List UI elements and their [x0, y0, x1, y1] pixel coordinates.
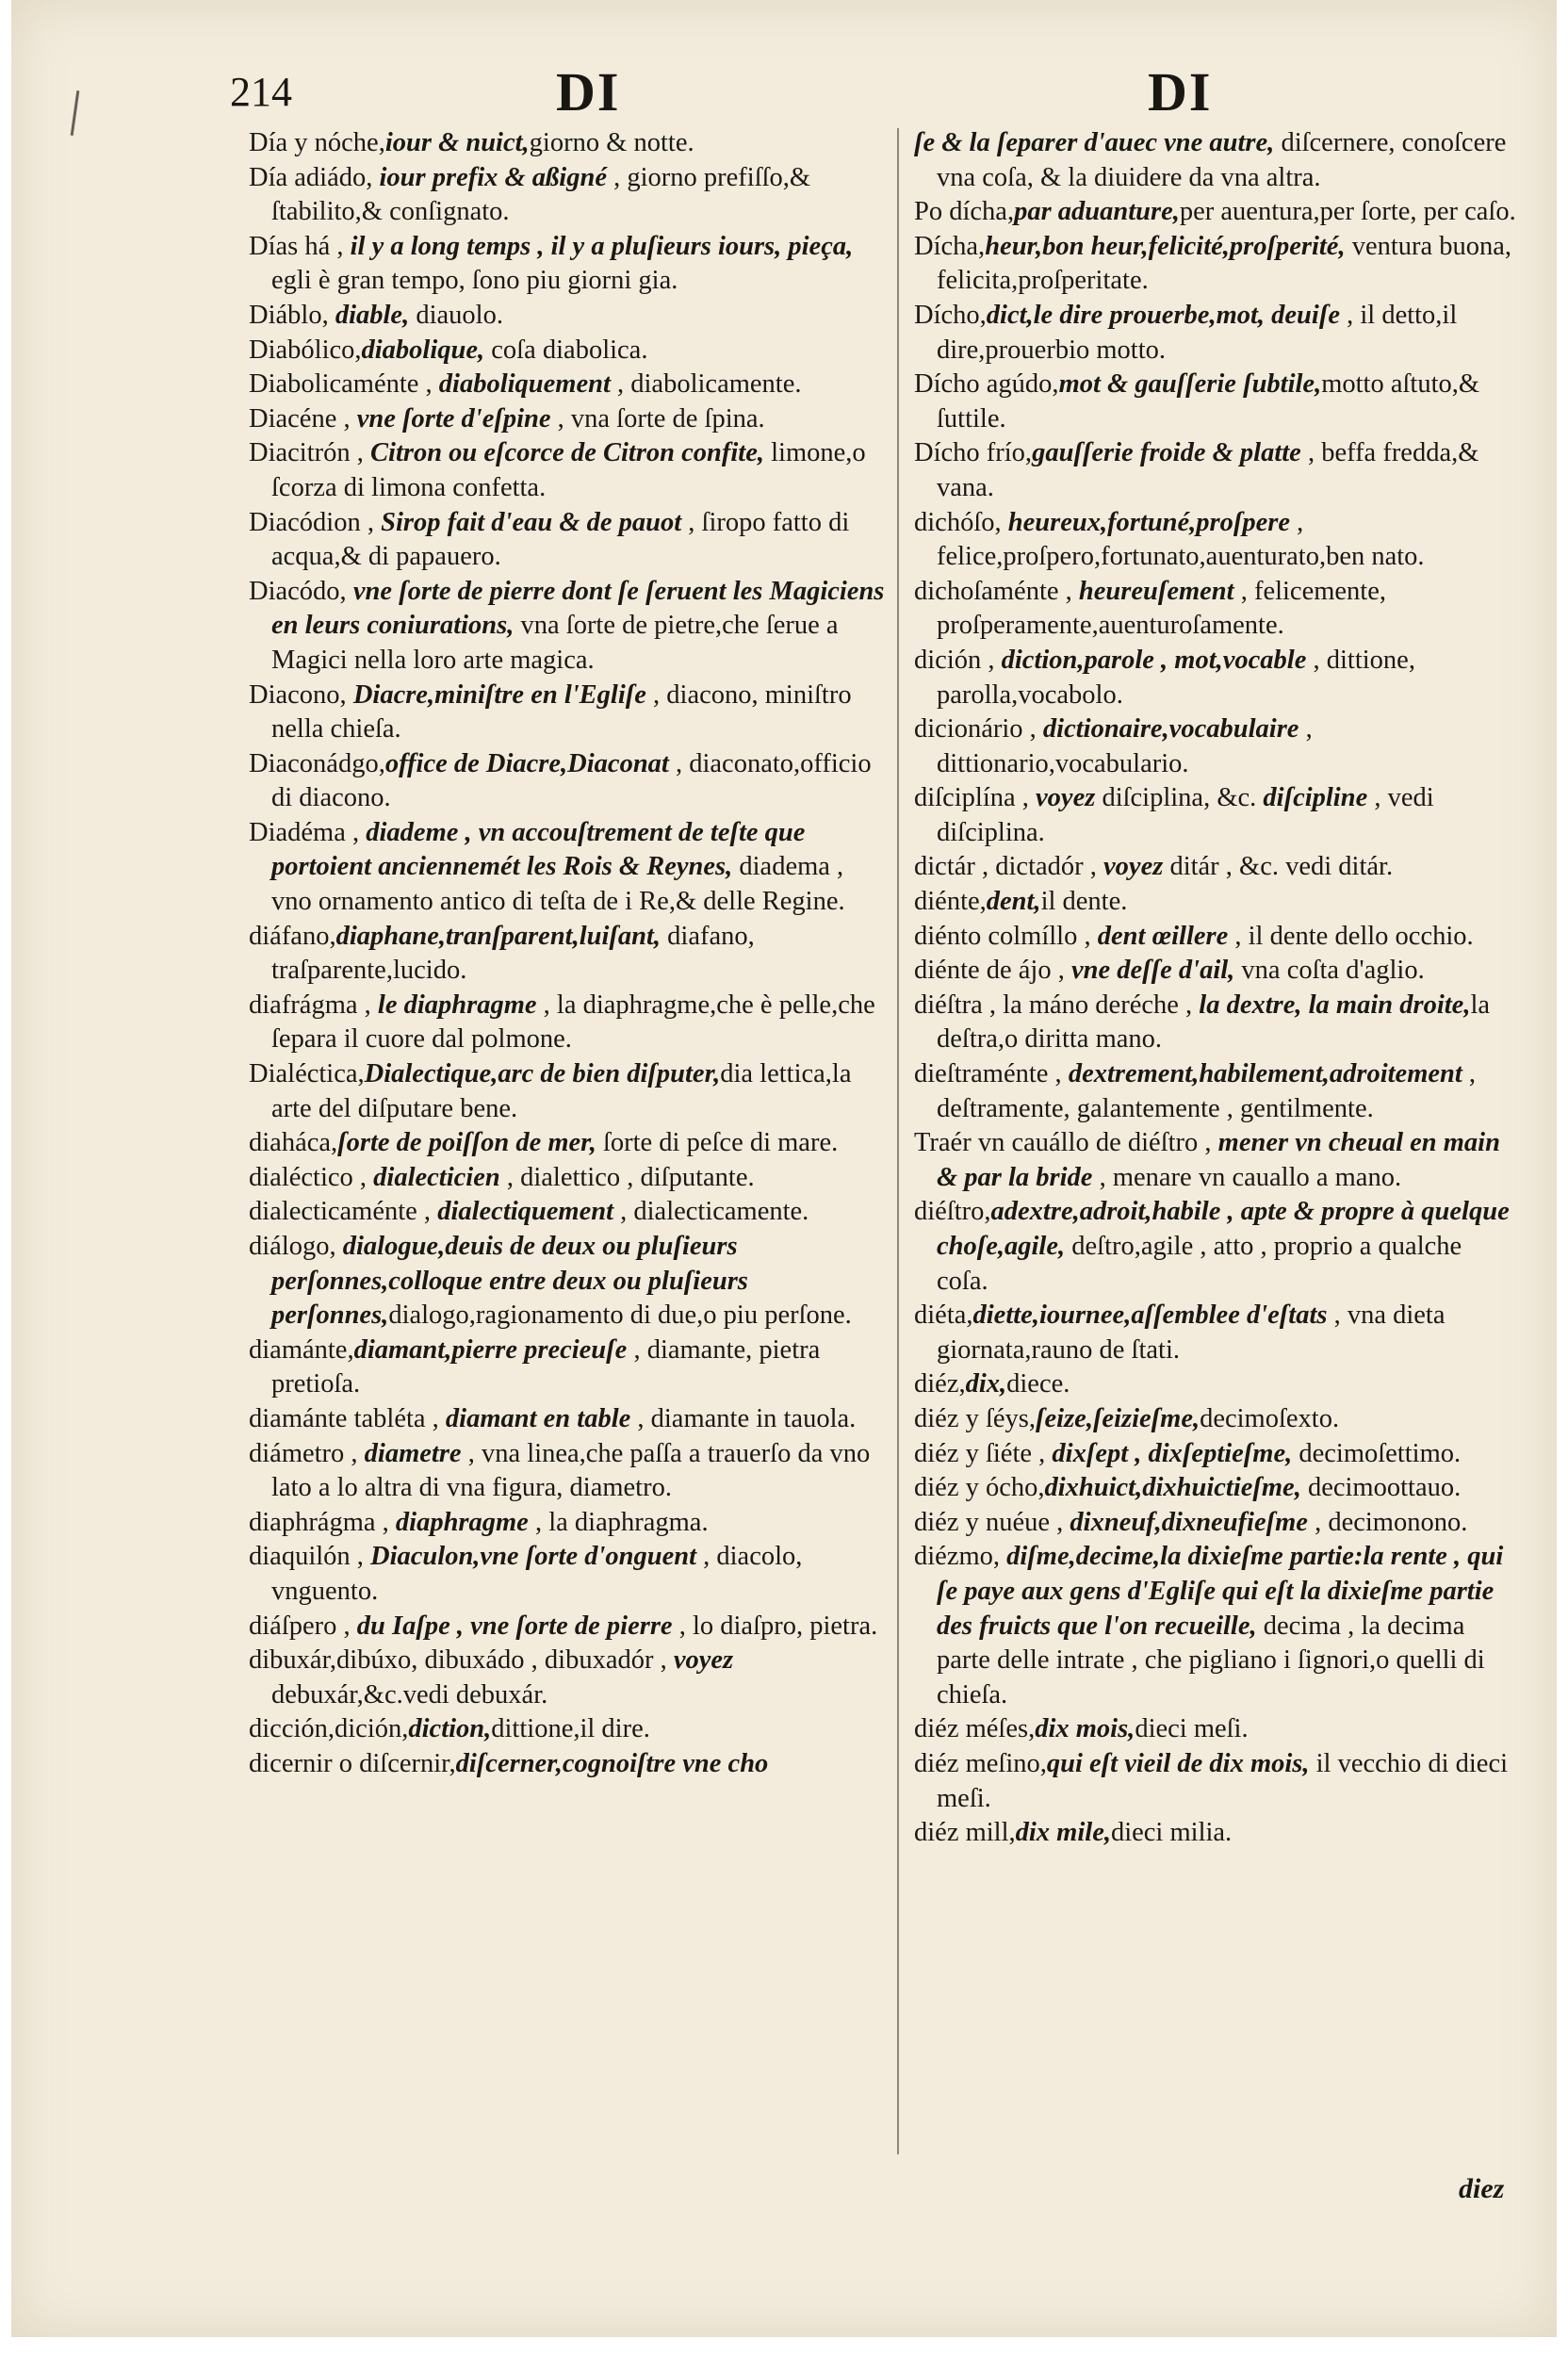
entry-headword: dichoſaménte ,	[914, 576, 1079, 606]
entry-french: diſme,decime,la dixieſme partie:la rente , qui ſe paye aux gens d'Egliſe qui eſt la dixieſme partie des fruicts que l'on recueille,	[937, 1542, 1504, 1641]
entry-headword: dicernir o diſcernir,	[249, 1748, 456, 1778]
entry-italian: , vedi diſciplina.	[937, 783, 1434, 847]
entry-french: diction,parole , mot,vocable	[1001, 645, 1307, 675]
entry-italian: , il detto,il dire,prouerbio motto.	[937, 300, 1458, 365]
entry-italian: diauolo.	[409, 300, 503, 330]
entry-french: Citron ou eſcorce de Citron confite,	[370, 438, 764, 468]
running-head-right: DI	[1148, 61, 1213, 123]
entry-headword: Dícho agúdo,	[914, 369, 1059, 400]
dictionary-entry	[914, 126, 1517, 195]
entry-italian: , felicemente, proſperamente,auenturoſamente.	[937, 576, 1386, 641]
entry-headword: diamánte tabléta ,	[249, 1403, 446, 1433]
entry-french: iour & nuict,	[384, 128, 530, 157]
dictionary-entry	[249, 1402, 890, 1437]
dictionary-entry	[914, 506, 1517, 575]
entry-french: par aduanture,	[1014, 197, 1180, 227]
entry-headword: dicción,dición,	[249, 1714, 409, 1744]
dictionary-entry	[914, 1195, 1517, 1299]
entry-headword: dialecticaménte ,	[249, 1197, 438, 1227]
entry-headword: Diacono,	[249, 679, 353, 710]
entry-headword: diaphrágma ,	[249, 1507, 396, 1537]
dictionary-entry	[249, 1437, 890, 1506]
dictionary-entry	[914, 1712, 1517, 1747]
entry-french: dixſept , dixſeptieſme,	[1052, 1438, 1293, 1468]
right-column	[914, 126, 1517, 1851]
entry-french: du Iaſpe , vne ſorte de pierre	[356, 1611, 673, 1641]
entry-headword: diénte,	[914, 887, 987, 917]
entry-headword: Traér vn cauállo de diéſtro ,	[914, 1128, 1218, 1158]
entry-headword: Diaconádgo,	[249, 748, 385, 778]
entry-headword: Día adiádo,	[249, 162, 380, 192]
entry-french: vne ſorte de pierre dont ſe ſeruent les Magiciens en leurs coniurations,	[271, 576, 885, 641]
entry-french: diademe , vn accouſtrement de teſte que portoient anciennemét les Rois & Reynes,	[271, 817, 806, 882]
dictionary-entry	[249, 402, 890, 437]
entry-italian: debuxár,&c.vedi debuxár.	[271, 1679, 548, 1710]
dictionary-entry	[914, 230, 1517, 299]
entry-italian: per auentura,per ſorte, per caſo.	[1179, 197, 1516, 227]
entry-french: Diaculon,vne ſorte d'onguent	[370, 1542, 697, 1572]
entry-italian: diece.	[1006, 1369, 1070, 1399]
entry-italian: , felice,proſpero,fortunato,auenturato,ben nato.	[937, 507, 1425, 572]
entry-french: dialogue,deuis de deux ou pluſieurs perſonnes,colloque entre deux ou pluſieurs perſonnes,	[271, 1232, 748, 1331]
entry-french: mener vn cheual en main & par la bride	[937, 1128, 1500, 1192]
entry-french: dent,	[986, 887, 1041, 917]
running-head-left: DI	[556, 61, 621, 123]
dictionary-entry	[914, 575, 1517, 644]
entry-italian: motto aſtuto,& ſuttile.	[937, 369, 1480, 434]
entry-french: diametre	[364, 1438, 462, 1468]
page-number: 214	[230, 69, 292, 115]
dictionary-entry	[914, 1367, 1517, 1402]
entry-french: dextrement,habilement,adroitement	[1068, 1059, 1462, 1089]
dictionary-entry	[249, 1747, 890, 1782]
entry-italian: decima , la decima parte delle intrate , che pigliano i ſignori,o quelli di chieſa.	[937, 1611, 1485, 1710]
entry-italian: diafano, traſparente,lucido.	[271, 921, 755, 986]
entry-french: heureuſement	[1078, 576, 1234, 606]
entry-french: dixhuict,dixhuictieſme,	[1044, 1473, 1301, 1503]
entry-italian: , lo diaſpro, pietra.	[672, 1611, 878, 1641]
entry-headword: diámetro ,	[249, 1438, 365, 1468]
entry-italian: , dittionario,vocabulario.	[937, 714, 1313, 778]
entry-french: mot & gauſſerie ſubtile,	[1058, 369, 1322, 400]
entry-french: diette,iournee,aſſemblee d'eſtats	[972, 1301, 1328, 1331]
entry-headword: Diacódion ,	[249, 507, 382, 537]
entry-french: vne deſſe d'ail,	[1070, 956, 1235, 986]
dictionary-entry	[249, 816, 890, 920]
entry-french: diaboliquement	[438, 369, 611, 400]
entry-french: il y a long temps , il y a pluſieurs iours, pieça,	[350, 231, 854, 261]
entry-headword: diéz y nuéue ,	[914, 1507, 1070, 1537]
entry-french: dict,le dire prouerbe,mot, deuiſe	[986, 300, 1340, 330]
entry-italian: il vecchio di dieci meſi.	[937, 1748, 1509, 1813]
dictionary-entry	[914, 1540, 1517, 1712]
entry-headword: diáfano,	[249, 921, 336, 951]
entry-italian: dieci meſi.	[1135, 1714, 1249, 1744]
dictionary-entry	[914, 644, 1517, 712]
entry-italian: diſciplina, &c.	[1095, 783, 1264, 813]
entry-italian: ditár , &c. vedi ditár.	[1163, 852, 1394, 882]
entry-headword: diéz,	[914, 1369, 966, 1399]
entry-headword: diafrágma ,	[249, 990, 378, 1020]
dictionary-entry	[249, 506, 890, 575]
entry-italian: , vna linea,che paſſa a trauerſo da vno lato a lo altra di vna figura, diametro.	[271, 1438, 871, 1503]
dictionary-entry	[914, 436, 1517, 505]
dictionary-entry	[914, 1299, 1517, 1367]
dictionary-entry	[249, 575, 890, 679]
dictionary-entry	[914, 1747, 1517, 1816]
dictionary-entry	[914, 1437, 1517, 1472]
entry-italian: dittione,il dire.	[491, 1714, 650, 1744]
dictionary-entry	[249, 1610, 890, 1644]
entry-french: dialectiquement	[437, 1197, 613, 1227]
entry-italian: coſa diabolica.	[484, 335, 648, 365]
entry-headword: diálogo,	[249, 1232, 343, 1261]
entry-french: voyez	[1036, 783, 1096, 813]
entry-italian: , diacono, miniſtro nella chieſa.	[271, 679, 852, 744]
dictionary-entry	[914, 368, 1517, 436]
entry-french: dent œillere	[1097, 921, 1229, 951]
entry-headword: Diacitrón ,	[249, 438, 371, 468]
entry-headword: dicionário ,	[914, 714, 1043, 744]
entry-italian: , diamante, pietra pretioſa.	[271, 1334, 821, 1399]
entry-french: vne ſorte d'eſpine	[356, 403, 551, 434]
dictionary-entry	[914, 1126, 1517, 1195]
entry-headword: Diabolicaménte ,	[249, 369, 439, 400]
entry-french: voyez	[1103, 852, 1164, 882]
entry-headword: diénte de ájo ,	[914, 956, 1071, 986]
entry-italian: , vna dieta giornata,rauno de ſtati.	[937, 1301, 1446, 1365]
dictionary-entry	[249, 1161, 890, 1196]
dictionary-entry	[249, 989, 890, 1057]
entry-italian: , diacolo, vnguento.	[271, 1542, 803, 1606]
entry-italian: , giorno prefiſſo,& ſtabilito,& conſignato.	[271, 162, 811, 227]
dictionary-entry	[249, 299, 890, 334]
entry-headword: diéz y ócho,	[914, 1473, 1045, 1503]
entry-headword: diáſpero ,	[249, 1611, 357, 1641]
column-rule	[897, 128, 899, 2154]
entry-headword: Diacéne ,	[249, 403, 357, 434]
dictionary-entry	[249, 1126, 890, 1161]
entry-italian: vna coſta d'aglio.	[1234, 956, 1425, 986]
entry-headword: diézmo,	[914, 1542, 1007, 1572]
entry-italian: , ſiropo fatto di acqua,& di papauero.	[271, 507, 850, 572]
entry-french: diable,	[335, 300, 410, 330]
entry-headword: Dícho frío,	[914, 438, 1033, 468]
dictionary-entry	[914, 920, 1517, 955]
dictionary-entry	[914, 712, 1517, 781]
entry-french: dix mile,	[1015, 1818, 1111, 1848]
entry-italian: , diamante in tauola.	[630, 1403, 857, 1433]
entry-french: diaphane,tranſparent,luiſant,	[335, 921, 662, 951]
entry-italian: diſcernere, conoſcere vna coſa, & la diuidere da vna altra.	[937, 128, 1507, 192]
entry-headword: Dícho,	[914, 300, 987, 330]
dictionary-entry	[249, 747, 890, 816]
entry-italian: il dente.	[1040, 887, 1128, 917]
dictionary-entry	[914, 1816, 1517, 1851]
entry-italian: , il dente dello occhio.	[1228, 921, 1474, 951]
dictionary-entry	[914, 989, 1517, 1057]
entry-italian: decimoſettimo.	[1292, 1438, 1462, 1468]
entry-french: dix mois,	[1035, 1714, 1135, 1744]
entry-french: gauſſerie froide & platte	[1032, 438, 1301, 468]
entry-headword: diéz méſes,	[914, 1714, 1036, 1744]
entry-french: diamant en table	[445, 1403, 631, 1433]
entry-italian: decimoottauo.	[1300, 1473, 1462, 1503]
dictionary-entry	[914, 885, 1517, 920]
entry-headword: Diadéma ,	[249, 817, 367, 847]
margin-mark	[71, 90, 80, 136]
dictionary-entry	[249, 161, 890, 230]
dictionary-entry	[914, 1471, 1517, 1506]
catchword: diez	[1459, 2173, 1505, 2204]
entry-headword: dichóſo,	[914, 507, 1008, 537]
entry-headword: diénto colmíllo ,	[914, 921, 1098, 951]
dictionary-entry	[249, 334, 890, 368]
dictionary-entry	[249, 679, 890, 747]
dictionary-entry	[914, 1402, 1517, 1437]
entry-headword: Días há ,	[249, 231, 351, 261]
entry-french: diabolique,	[361, 335, 485, 365]
entry-french: Sirop fait d'eau & de pauot	[381, 507, 682, 537]
entry-french: diction,	[408, 1714, 492, 1744]
entry-italian: ſorte di peſce di mare.	[596, 1128, 839, 1158]
entry-italian: , decimonono.	[1307, 1507, 1468, 1537]
dictionary-entry	[914, 1506, 1517, 1541]
dictionary-entry	[914, 195, 1517, 230]
entry-headword: diaháca,	[249, 1128, 338, 1158]
dictionary-entry	[249, 230, 890, 299]
entry-french: dixneuf,dixneufieſme	[1070, 1507, 1308, 1537]
entry-headword: dición ,	[914, 645, 1002, 675]
entry-headword: diéta,	[914, 1301, 973, 1331]
entry-italian: vna ſorte de pietre,che ſerue a Magici nella loro arte magica.	[271, 611, 839, 675]
entry-french: diſcerner,cognoiſtre vne cho	[455, 1748, 769, 1778]
left-column	[249, 126, 890, 1782]
entry-french: ſe & la ſeparer d'auec vne autre,	[914, 128, 1275, 157]
entry-headword: Diabólico,	[249, 335, 362, 365]
entry-italian: , la diaphragme,che è pelle,che ſepara il cuore dal polmone.	[271, 990, 875, 1055]
entry-italian: , diabolicamente.	[610, 369, 802, 400]
entry-french: diaphragme	[395, 1507, 529, 1537]
entry-headword: diéz meſino,	[914, 1748, 1047, 1778]
dictionary-entry	[249, 1230, 890, 1333]
entry-french: dictionaire,vocabulaire	[1042, 714, 1299, 744]
entry-french: Diacre,miniſtre en l'Egliſe	[352, 679, 646, 710]
entry-italian: , dialecticamente.	[613, 1197, 809, 1227]
entry-italian: , deſtramente, galantemente , gentilmente.	[937, 1059, 1477, 1123]
entry-headword: Dícha,	[914, 231, 986, 261]
entry-french: qui eſt vieil de dix mois,	[1046, 1748, 1310, 1778]
entry-french: diamant,pierre precieuſe	[353, 1334, 628, 1365]
entry-headword: Dialéctica,	[249, 1059, 365, 1089]
entry-french: ſeize,ſeizieſme,	[1036, 1403, 1200, 1433]
entry-headword: dialéctico ,	[249, 1162, 374, 1192]
entry-headword: diéz y ſéys,	[914, 1403, 1037, 1433]
entry-italian: , menare vn cauallo a mano.	[1092, 1162, 1402, 1192]
dictionary-entry	[249, 1712, 890, 1747]
dictionary-entry	[249, 920, 890, 989]
dictionary-entry	[914, 850, 1517, 885]
dictionary-entry	[914, 1057, 1517, 1126]
entry-italian: deſtro,agile , atto , proprio a qualche coſa.	[937, 1232, 1462, 1296]
entry-headword: dictár , dictadór ,	[914, 852, 1104, 882]
entry-french: ſorte de poiſſon de mer,	[337, 1128, 596, 1158]
entry-french: adextre,adroit,habile , apte & propre à quelque choſe,agile,	[937, 1197, 1510, 1261]
entry-italian: la deſtra,o diritta mano.	[937, 990, 1491, 1055]
dictionary-entry	[914, 781, 1517, 850]
entry-italian: egli è gran tempo, ſono piu giorni gia.	[271, 266, 678, 296]
entry-headword: diéz y ſiéte ,	[914, 1438, 1053, 1468]
entry-french: dix,	[965, 1369, 1007, 1399]
dictionary-entry	[914, 299, 1517, 368]
entry-italian: giorno & notte.	[529, 128, 694, 157]
entry-italian: decimoſexto.	[1200, 1403, 1340, 1433]
entry-italian: limone,o ſcorza di limona confetta.	[271, 438, 866, 502]
entry-headword: diſciplína ,	[914, 783, 1037, 813]
entry-italian: , diaconato,officio di diacono.	[271, 748, 872, 813]
dictionary-entry	[914, 954, 1517, 989]
entry-italian: dialogo,ragionamento di due,o piu perſone.	[388, 1301, 852, 1331]
dictionary-entry	[249, 368, 890, 402]
entry-headword: dibuxár,dibúxo, dibuxádo , dibuxadór ,	[249, 1645, 674, 1676]
entry-french: diſcipline	[1263, 783, 1368, 813]
entry-italian: , dittione, parolla,vocabolo.	[937, 645, 1415, 710]
entry-french: dialecticien	[373, 1162, 500, 1192]
entry-italian: ventura buona, felicita,proſperitate.	[937, 231, 1512, 296]
entry-french: voyez	[673, 1645, 734, 1676]
dictionary-entry	[249, 1195, 890, 1230]
entry-headword: Día y nóche,	[249, 128, 385, 157]
dictionary-entry	[249, 126, 890, 161]
entry-french: office de Diacre,Diaconat	[384, 748, 669, 778]
entry-french: la dextre, la main droite,	[1199, 990, 1471, 1020]
entry-italian: , la diaphragma.	[528, 1507, 709, 1537]
dictionary-entry	[249, 1644, 890, 1712]
entry-headword: diéſtro,	[914, 1197, 991, 1227]
dictionary-entry	[249, 1333, 890, 1402]
entry-headword: diéſtra , la máno deréche ,	[914, 990, 1200, 1020]
entry-headword: diamánte,	[249, 1334, 354, 1365]
entry-italian: , vna ſorte de ſpina.	[550, 403, 765, 434]
entry-italian: dia lettica,la arte del diſputare bene.	[271, 1059, 852, 1123]
entry-italian: diadema , vno ornamento antico di teſta de i Re,& delle Regine.	[271, 852, 845, 917]
dictionary-entry	[249, 1506, 890, 1541]
entry-headword: Po dícha,	[914, 197, 1015, 227]
entry-french: heureux,fortuné,proſpere	[1007, 507, 1291, 537]
entry-headword: Diáblo,	[249, 300, 335, 330]
entry-italian: , dialettico , diſputante.	[499, 1162, 755, 1192]
dictionary-entry	[249, 1540, 890, 1609]
book-page	[11, 0, 1557, 2337]
dictionary-entry	[249, 436, 890, 505]
entry-italian: , beffa fredda,& vana.	[937, 438, 1479, 502]
entry-french: le diaphragme	[377, 990, 537, 1020]
entry-headword: dieſtraménte ,	[914, 1059, 1069, 1089]
entry-headword: diaquilón ,	[249, 1542, 371, 1572]
entry-italian: dieci milia.	[1110, 1818, 1233, 1848]
entry-french: Dialectique,arc de bien diſputer,	[364, 1059, 721, 1089]
entry-french: heur,bon heur,felicité,proſperité,	[985, 231, 1346, 261]
entry-headword: Diacódo,	[249, 576, 353, 606]
dictionary-entry	[249, 1057, 890, 1126]
entry-headword: diéz mill,	[914, 1818, 1016, 1848]
entry-french: iour prefix & aßigné	[379, 162, 607, 192]
